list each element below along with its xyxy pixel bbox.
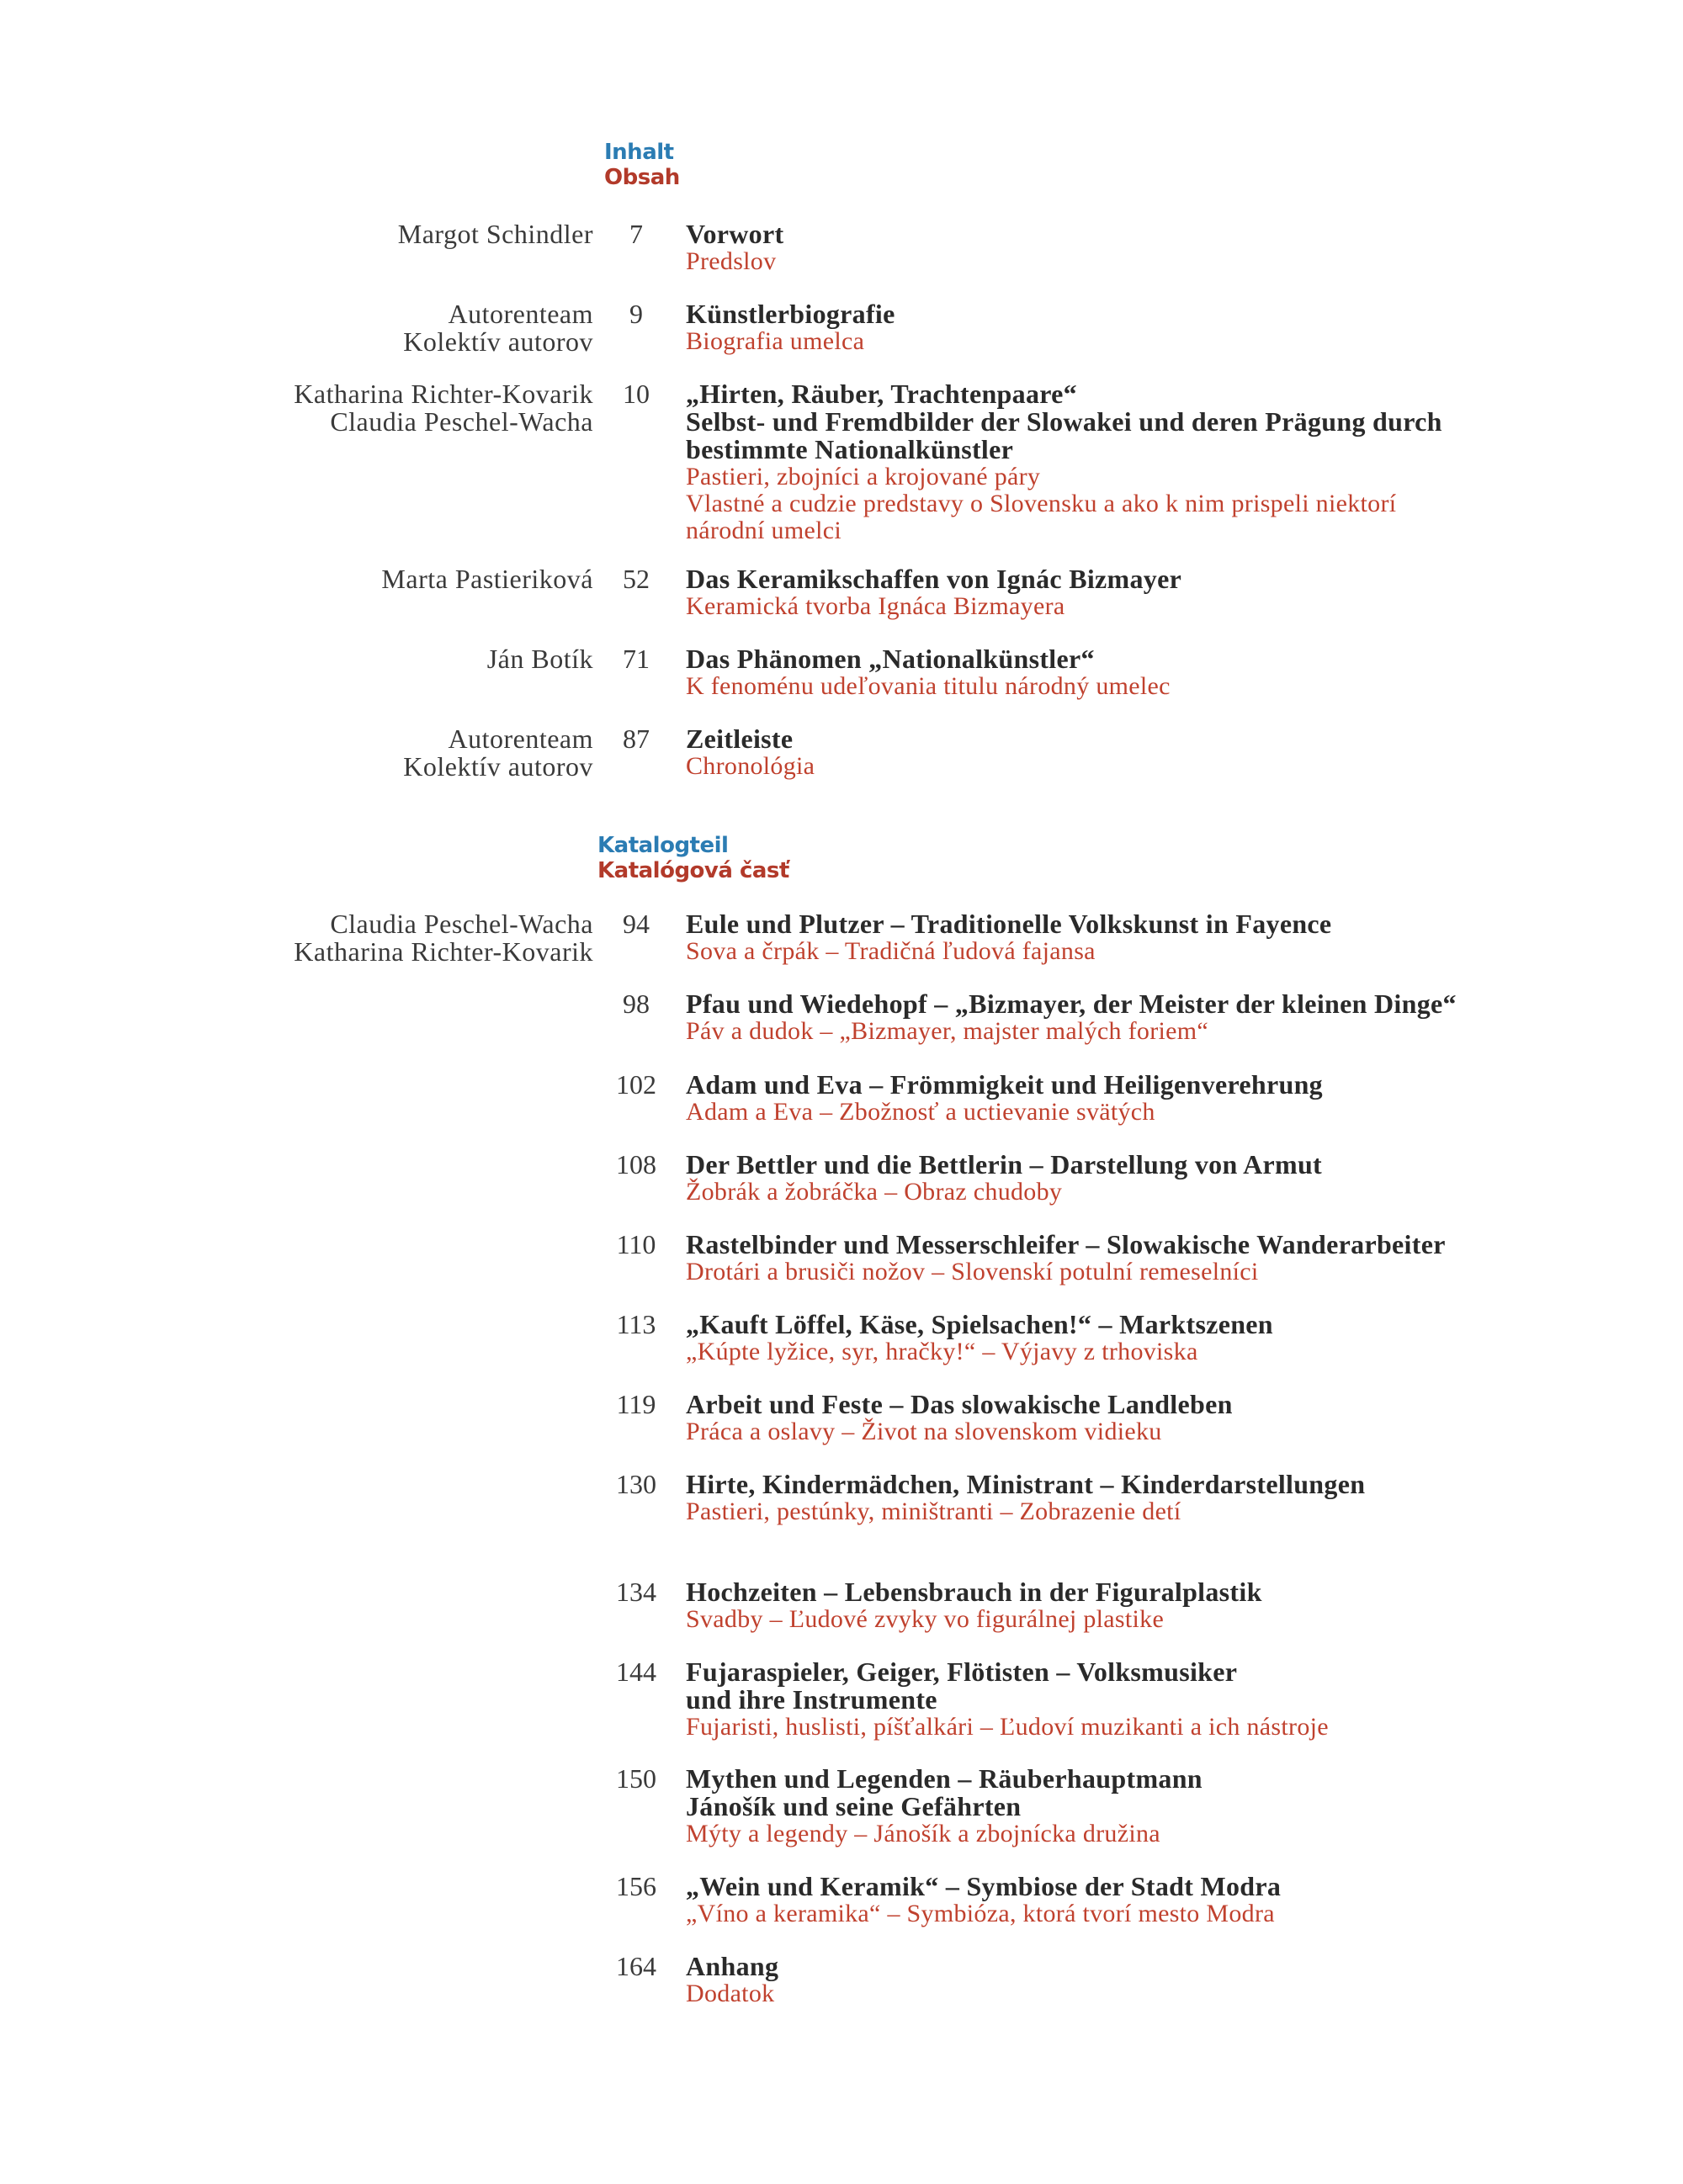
section-heading-inhalt <box>604 140 680 190</box>
entry-titles <box>686 380 1527 544</box>
title-sk: Vlastné a cudzie predstavy o Slovensku a ako k nim prispeli niektorí <box>686 490 1397 517</box>
title-de: „Kauft Löffel, Käse, Spielsachen!“ – Marktszenen <box>686 1309 1273 1339</box>
entry-titles <box>686 1578 1527 1633</box>
heading-sk: Katalógová časť <box>597 858 789 883</box>
entry-titles <box>686 220 1527 275</box>
title-de: Fujaraspieler, Geiger, Flötisten – Volksmusiker <box>686 1657 1238 1687</box>
page-number: 150 <box>616 1763 656 1794</box>
entry-authors <box>257 220 593 248</box>
title-sk: Práca a oslavy – Život na slovenskom vidieku <box>686 1418 1162 1445</box>
heading-de: Inhalt <box>604 140 674 165</box>
title-sk: Pastieri, pestúnky, miništranti – Zobrazenie detí <box>686 1498 1181 1525</box>
title-sk: Keramická tvorba Ignáca Bizmayera <box>686 592 1065 620</box>
heading-de: Katalogteil <box>597 833 729 858</box>
title-sk: Biografia umelca <box>686 327 865 355</box>
title-sk: Fujaristi, huslisti, píšťalkári – Ľudoví muzikanti a ich nástroje <box>686 1713 1329 1741</box>
page-number: 98 <box>623 989 650 1019</box>
page-number: 156 <box>616 1871 656 1901</box>
title-de: und ihre Instrumente <box>686 1684 937 1715</box>
entry-authors <box>257 910 593 966</box>
title-sk: Predslov <box>686 247 777 275</box>
title-sk: Adam a Eva – Zbožnosť a uctievanie svätých <box>686 1098 1155 1126</box>
page-number: 7 <box>629 219 643 249</box>
author-name: Autorenteam <box>448 724 593 754</box>
heading-sk: Obsah <box>604 165 680 190</box>
title-de: Selbst- und Fremdbilder der Slowakei und deren Prägung durch <box>686 406 1442 437</box>
entry-titles <box>686 1471 1527 1525</box>
title-de: Das Phänomen „Nationalkünstler“ <box>686 644 1095 674</box>
title-sk: Páv a dudok – „Bizmayer, majster malých foriem“ <box>686 1017 1209 1045</box>
entry-titles <box>686 1151 1527 1206</box>
page-number: 87 <box>623 724 650 754</box>
title-sk: Chronológia <box>686 752 815 780</box>
author-name: Ján Botík <box>486 644 593 674</box>
page-number: 52 <box>623 564 650 594</box>
title-de: Der Bettler und die Bettlerin – Darstellung von Armut <box>686 1149 1322 1179</box>
title-sk: Drotári a brusiči nožov – Slovenskí potulní remeselníci <box>686 1258 1259 1285</box>
entry-titles <box>686 565 1527 620</box>
page-number: 130 <box>616 1469 656 1499</box>
title-sk: „Kúpte lyžice, syr, hračky!“ – Výjavy z trhoviska <box>686 1338 1198 1365</box>
entry-titles <box>686 1071 1527 1126</box>
entry-titles <box>686 1873 1527 1927</box>
page-number: 108 <box>616 1149 656 1179</box>
page-number: 110 <box>616 1229 656 1259</box>
title-de: Hirte, Kindermädchen, Ministrant – Kinderdarstellungen <box>686 1469 1366 1499</box>
title-de: Vorwort <box>686 219 784 249</box>
title-sk: Žobrák a žobráčka – Obraz chudoby <box>686 1178 1063 1206</box>
title-de: Künstlerbiografie <box>686 299 895 329</box>
page-number: 144 <box>616 1657 656 1687</box>
entry-titles <box>686 910 1527 965</box>
title-de: Rastelbinder und Messerschleifer – Slowakische Wanderarbeiter <box>686 1229 1446 1259</box>
page-number: 119 <box>616 1389 656 1419</box>
page-number: 10 <box>623 379 650 409</box>
title-sk: „Víno a keramika“ – Symbióza, ktorá tvorí mesto Modra <box>686 1900 1275 1927</box>
entry-titles <box>686 990 1527 1045</box>
title-de: Anhang <box>686 1951 779 1981</box>
entry-titles <box>686 1765 1527 1847</box>
entry-authors <box>257 300 593 356</box>
page-number: 9 <box>629 299 643 329</box>
page-number: 71 <box>623 644 650 674</box>
title-de: Adam und Eva – Frömmigkeit und Heiligenverehrung <box>686 1069 1323 1100</box>
title-sk: Pastieri, zbojníci a krojované páry <box>686 463 1041 490</box>
page-number: 94 <box>623 909 650 939</box>
page-number: 102 <box>616 1069 656 1100</box>
page-number: 113 <box>616 1309 656 1339</box>
title-sk: Sova a črpák – Tradičná ľudová fajansa <box>686 937 1096 965</box>
title-de: „Hirten, Räuber, Trachtenpaare“ <box>686 379 1077 409</box>
title-de: Pfau und Wiedehopf – „Bizmayer, der Meister der kleinen Dinge“ <box>686 989 1457 1019</box>
entry-titles <box>686 725 1527 780</box>
page-number: 134 <box>616 1577 656 1607</box>
title-de: Das Keramikschaffen von Ignác Bizmayer <box>686 564 1182 594</box>
title-de: Zeitleiste <box>686 724 794 754</box>
title-de: bestimmte Nationalkünstler <box>686 434 1014 464</box>
title-de: Eule und Plutzer – Traditionelle Volkskunst in Fayence <box>686 909 1332 939</box>
author-name: Katharina Richter-Kovarik <box>294 936 593 967</box>
section-heading-katalog <box>597 833 789 883</box>
author-name: Kolektív autorov <box>403 751 593 782</box>
entry-authors <box>257 645 593 673</box>
title-sk: K fenoménu udeľovania titulu národný umelec <box>686 672 1171 700</box>
entry-titles <box>686 1391 1527 1445</box>
author-name: Autorenteam <box>448 299 593 329</box>
entry-authors <box>257 565 593 593</box>
title-sk: Dodatok <box>686 1980 775 2007</box>
title-sk: Svadby – Ľudové zvyky vo figurálnej plastike <box>686 1605 1165 1633</box>
title-sk: Mýty a legendy – Jánošík a zbojnícka družina <box>686 1820 1160 1847</box>
author-name: Claudia Peschel-Wacha <box>330 406 593 437</box>
entry-titles <box>686 1231 1527 1285</box>
entry-titles <box>686 300 1527 355</box>
entry-authors <box>257 380 593 436</box>
author-name: Kolektív autorov <box>403 326 593 357</box>
author-name: Margot Schindler <box>397 219 593 249</box>
page-number: 164 <box>616 1951 656 1981</box>
entry-titles <box>686 1658 1527 1741</box>
entry-titles <box>686 1311 1527 1365</box>
title-de: Jánošík und seine Gefährten <box>686 1791 1022 1821</box>
author-name: Claudia Peschel-Wacha <box>330 909 593 939</box>
title-de: „Wein und Keramik“ – Symbiose der Stadt Modra <box>686 1871 1282 1901</box>
title-de: Hochzeiten – Lebensbrauch in der Figuralplastik <box>686 1577 1262 1607</box>
entry-titles <box>686 1953 1527 2007</box>
title-sk: národní umelci <box>686 517 842 544</box>
title-de: Arbeit und Feste – Das slowakische Landleben <box>686 1389 1233 1419</box>
author-name: Marta Pastieriková <box>381 564 593 594</box>
entry-titles <box>686 645 1527 700</box>
author-name: Katharina Richter-Kovarik <box>294 379 593 409</box>
entry-authors <box>257 725 593 781</box>
title-de: Mythen und Legenden – Räuberhauptmann <box>686 1763 1203 1794</box>
